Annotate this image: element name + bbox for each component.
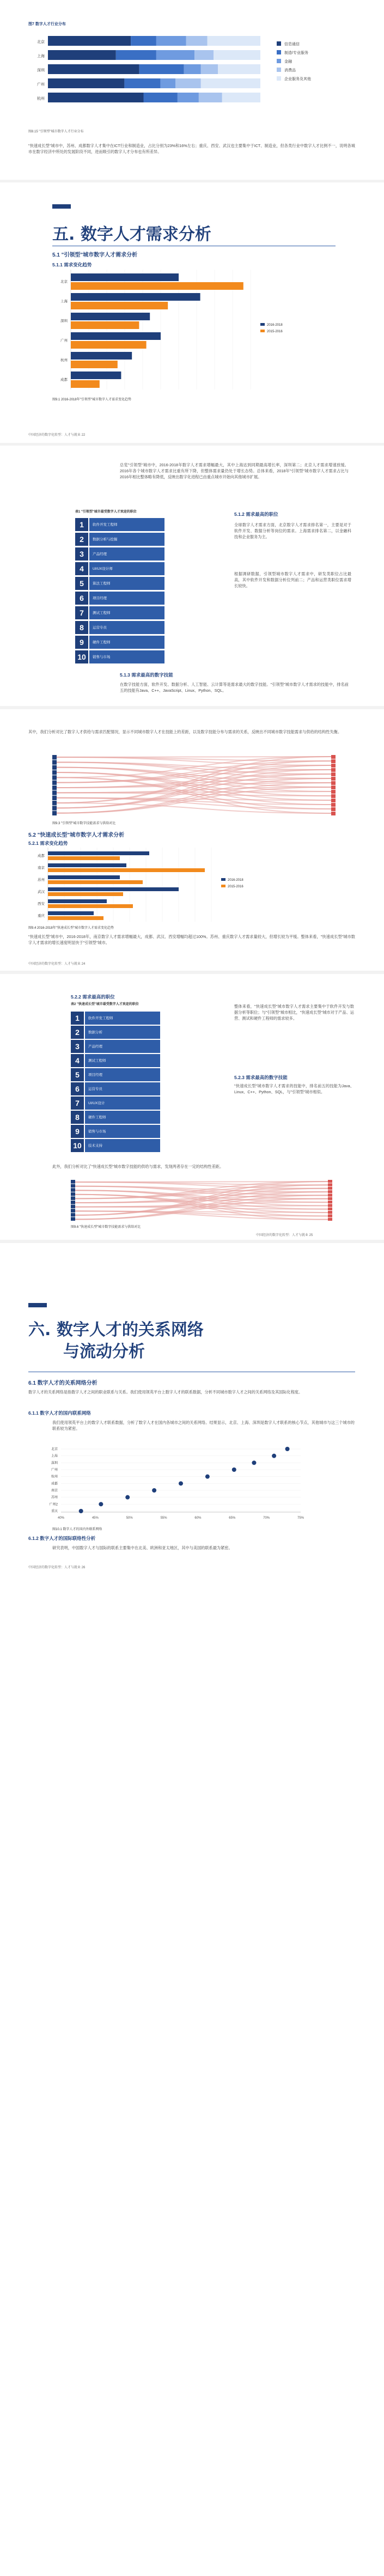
- list-item: [71, 1025, 160, 1039]
- tick-label: 50%: [126, 1517, 133, 1520]
- section-heading: 五. 数字人才需求分析: [52, 225, 211, 244]
- data-point: [152, 1488, 156, 1493]
- bar: [71, 372, 121, 379]
- list-item: [75, 532, 164, 546]
- job-ranking-list: [75, 517, 168, 670]
- figure-caption: 图8.15 "引领型"城市数字人才行业分布: [28, 130, 84, 133]
- flow-node: [71, 1209, 75, 1213]
- rank-label: 项目经理: [89, 592, 164, 605]
- flow-node: [331, 777, 336, 781]
- page-footer: 中国经济的数字化转型：人才与就业 25: [256, 1234, 313, 1237]
- legend-label: 2016-2018: [267, 324, 283, 327]
- flow-node: [328, 1211, 332, 1214]
- flow-node: [331, 768, 336, 772]
- flow-node: [331, 781, 336, 785]
- rank-label: 数据分析与挖掘: [89, 533, 164, 546]
- rank-number: 9: [75, 636, 88, 649]
- page-4: [0, 709, 384, 971]
- rank-label: 硬件工程师: [85, 1111, 160, 1124]
- tick-label: 40%: [57, 1517, 65, 1520]
- subsubsection-title: 6.1.1 数字人才的国内联系网络: [28, 1410, 91, 1416]
- bar: [48, 856, 120, 860]
- bar: [48, 868, 205, 872]
- data-point: [179, 1481, 183, 1485]
- bar-segment: [222, 93, 260, 102]
- flow-node: [331, 812, 336, 815]
- legend-swatch: [221, 885, 225, 887]
- flow-node: [52, 770, 57, 775]
- flow-node: [52, 796, 57, 800]
- category-label: 深圳: [60, 319, 68, 323]
- data-point: [205, 1475, 210, 1479]
- figure-caption: 图9.3 "引领型"城市数字技能需求与供给对比: [52, 822, 116, 825]
- bar-segment: [124, 78, 160, 88]
- legend-label: 企业服务及其他: [284, 77, 311, 81]
- rank-label: 算法工程师: [89, 577, 164, 590]
- list-item: [71, 1096, 160, 1110]
- section-accent-bar: [28, 1303, 47, 1307]
- rank-label: 销售与市场: [85, 1125, 160, 1138]
- rank-label: 数据分析: [85, 1026, 160, 1039]
- flow-node: [52, 781, 57, 785]
- job-ranking-list: [71, 1011, 163, 1158]
- flow-node: [328, 1190, 332, 1193]
- page-footer: 中国经济的数字化转型：人才与就业 24: [28, 963, 86, 966]
- page-section-6: [0, 1243, 384, 2576]
- legend-swatch: [277, 76, 281, 81]
- paragraph: 整体来看，"快速成长型"城市数字人才需求主要集中于软件开发与数据分析等职位；与"引领型"城市相比，"快速成长型"城市对于产品、运营、测试和硬件工程师的需求较多。: [234, 1004, 354, 1021]
- list-item: [75, 547, 164, 561]
- bar: [48, 887, 179, 891]
- flow-node: [331, 803, 336, 807]
- flow-node: [71, 1188, 75, 1192]
- list-item: [75, 606, 164, 619]
- bar: [71, 313, 150, 320]
- flow-node: [71, 1213, 75, 1217]
- legend-swatch: [277, 68, 281, 72]
- bar-segment: [184, 64, 201, 74]
- category-label: 杭州: [37, 97, 45, 101]
- category-label: 成都: [60, 378, 68, 382]
- figure-caption: 图9.1 2016-2018年"引领型"城市数字人才需求变化趋势: [52, 398, 131, 401]
- rank-label: UI/UX设计: [85, 1097, 160, 1110]
- bar: [48, 851, 149, 855]
- list-item: [75, 576, 164, 590]
- bar: [48, 911, 94, 915]
- paragraph: 其中，我们分析对比了数字人才供给与需求匹配情况，显示不同城市数字人才在技能上的差距，以及数字技能分布与需求的关系，反映出不同城市数字技能需求与供给的结构性失衡。: [28, 729, 342, 734]
- category-label: 苏州: [51, 1496, 58, 1500]
- bar: [48, 892, 123, 896]
- legend-swatch: [221, 878, 225, 881]
- demand-trend-chart: [24, 848, 296, 924]
- rank-number: 2: [75, 533, 88, 546]
- tick-label: 45%: [92, 1517, 99, 1520]
- bar-segment: [156, 50, 194, 60]
- flow-node: [331, 794, 336, 798]
- flow-node: [328, 1197, 332, 1200]
- figure-caption: 图9.4 2016-2018年"快速成长型"城市数字人才需求变化趋势: [28, 927, 114, 930]
- page-footer: 中国经济的数字化转型：人才与就业 26: [28, 1566, 86, 1569]
- flow-node: [328, 1204, 332, 1207]
- bar-segment: [48, 78, 124, 88]
- figure-title: 图7 数字人才行业分布: [28, 22, 66, 26]
- list-item: [75, 620, 164, 634]
- flow-node: [328, 1180, 332, 1183]
- page-5: [0, 974, 384, 1240]
- category-label: 深圳: [51, 1461, 58, 1465]
- list-item: [71, 1124, 160, 1138]
- rank-label: 项目经理: [85, 1068, 160, 1081]
- section-accent-bar: [52, 204, 71, 209]
- figure-caption: 图10.1 数字人才的国内外联系网络: [52, 1528, 102, 1531]
- rank-number: 8: [71, 1111, 84, 1124]
- category-label: 北京: [60, 280, 68, 284]
- legend-label: 金融: [284, 60, 292, 64]
- tick-label: 75%: [297, 1517, 304, 1520]
- bar: [71, 321, 139, 329]
- legend-label: 2015-2016: [228, 885, 243, 888]
- flow-node: [71, 1180, 75, 1184]
- paragraph: 在数字技能方面，软件开发、数据分析、人工智能、云计算等是需求最大的数字技能。"引领型"城市数字人才需求的技能中，排名前五的技能有Java、C++、JavaScript、Linux、Python、SQL。: [120, 682, 349, 693]
- legend-label: 2016-2018: [228, 879, 243, 882]
- flow-node: [52, 775, 57, 780]
- flow-node: [328, 1201, 332, 1203]
- category-label: 上海: [51, 1454, 58, 1458]
- skill-sankey-chart: [71, 1178, 332, 1223]
- connection-scatter-chart: [39, 1444, 322, 1525]
- legend-label: 2015-2016: [267, 330, 283, 333]
- bar-segment: [48, 64, 139, 74]
- rank-label: 测试工程师: [89, 606, 164, 619]
- bar-segment: [178, 93, 199, 102]
- list-title: 表1 "引领型"城市最受数字人才欢迎的职位: [75, 510, 137, 514]
- category-label: 上海: [37, 54, 45, 58]
- paragraph: 我们使用领英平台上的数字人才联系数据，分析了数字人才在国内各城市之间的关系网络。结果显示，北京、上海、深圳是数字人才联系的核心节点，其他城市与这三个城市的联系较为紧密。: [52, 1420, 355, 1431]
- subsubsection-title: 5.1.3 需求最高的数字技能: [120, 672, 173, 678]
- bar-segment: [116, 50, 156, 60]
- list-item: [71, 1039, 160, 1053]
- bar: [71, 302, 168, 309]
- page-footer: 中国经济的数字化转型：人才与就业 22: [28, 434, 86, 437]
- paragraph: 全球数字人才需求方面，北京数字人才需求排名第一，主要是对于软件开发、数据分析等岗位的需求。上海需求排名第二，以金融科技和企业服务为主。: [234, 522, 351, 539]
- category-label: 成都: [51, 1482, 58, 1486]
- subsubsection-title: 5.1.1 需求变化趋势: [52, 262, 92, 267]
- flow-node: [331, 807, 336, 811]
- rank-number: 10: [71, 1139, 84, 1152]
- category-label: 广州: [60, 339, 68, 343]
- flow-node: [71, 1184, 75, 1188]
- subsubsection-title: 5.2.3 需求最高的数字技能: [234, 1075, 288, 1080]
- rank-number: 3: [75, 547, 88, 561]
- category-label: 深圳: [37, 69, 45, 72]
- rank-label: 销售与市场: [89, 650, 164, 663]
- flow-node: [328, 1208, 332, 1210]
- flow-node: [71, 1217, 75, 1221]
- flow-node: [331, 799, 336, 802]
- bar: [48, 916, 103, 920]
- rank-label: 产品经理: [89, 547, 164, 561]
- bar-segment: [131, 36, 156, 46]
- rank-label: 软件开发工程师: [89, 518, 164, 531]
- bar-segment: [48, 50, 116, 60]
- list-item: [71, 1068, 160, 1081]
- paragraph: 总览"引领型"城市中，2016-2018年数字人才需求增幅最大，其中上海达到同期最高增长率，深圳第二；北京人才需求增速放缓。2016年各个城市数字人才需求比重有所下降，但整体需求量仍处于增长态势。总体来看，2018年"引领型"城市数字人才需求占比与2016年相比整体略有降低，反映出数字化进程已由重点城市开始向其他城市扩展。: [120, 462, 349, 479]
- page-section-5: [0, 182, 384, 443]
- list-title: 表2 "快速成长型"城市最受数字人才欢迎的职位: [71, 1003, 139, 1006]
- data-point: [285, 1447, 290, 1451]
- bar-segment: [156, 36, 186, 46]
- subsection-title: 5.1 "引领型"城市数字人才需求分析: [52, 252, 138, 258]
- rank-label: 技术支持: [85, 1139, 160, 1152]
- bar: [48, 899, 107, 903]
- bar-segment: [186, 36, 208, 46]
- rank-number: 4: [75, 562, 88, 575]
- rank-number: 4: [71, 1054, 84, 1067]
- legend-label: 制造/专业服务: [284, 51, 308, 55]
- bar: [71, 341, 147, 349]
- rank-number: 7: [71, 1097, 84, 1110]
- list-item: [75, 517, 164, 531]
- rank-label: 产品经理: [85, 1040, 160, 1053]
- bar-segment: [201, 78, 260, 88]
- data-point: [252, 1460, 256, 1465]
- intro-paragraph: "快速成长型"城市中，苏州、成都数字人才集中在ICT行业和制造业，占比分别为23%和16%左右；重庆、西安、武汉也主要集中于ICT、制造业，但各类行业中数字人才比例不一，说明各城市在数字经济中所处的发展阶段不同，进而吸引的数字人才分布也有所差异。: [28, 143, 355, 154]
- rank-number: 10: [75, 650, 88, 663]
- flow-node: [331, 785, 336, 789]
- legend-swatch: [277, 41, 281, 46]
- skill-sankey-chart: [52, 753, 336, 818]
- flow-node: [328, 1183, 332, 1186]
- subsubsection-title: 5.1.2 需求最高的职位: [234, 511, 278, 517]
- flow-node: [328, 1214, 332, 1217]
- category-label: 西安: [38, 902, 45, 906]
- list-item: [75, 591, 164, 605]
- flow-node: [52, 811, 57, 815]
- paragraph: "快速成长型"城市中，2016-2018年，南京数字人才需求增幅最大，成都、武汉、西安增幅均超过100%。苏州、重庆数字人才需求量较大，但增长较为平缓。整体来看，"快速成长型"城市数字人才需求的增长速度明显快于"引领型"城市。: [28, 934, 355, 945]
- bar: [71, 361, 118, 368]
- bar-segment: [48, 36, 131, 46]
- rank-label: 运营专员: [89, 621, 164, 634]
- tick-label: 60%: [194, 1517, 202, 1520]
- tick-label: 70%: [263, 1517, 270, 1520]
- section-heading: 六. 数字人才的关系网络 与流动分析: [28, 1320, 204, 1361]
- rank-number: 3: [71, 1040, 84, 1053]
- demand-trend-chart: [47, 270, 319, 395]
- figure-caption: 图9.6 "快速成长型"城市数字技能需求与供给对比: [71, 1226, 141, 1229]
- flow-node: [52, 765, 57, 770]
- data-point: [79, 1509, 83, 1513]
- rank-label: 运营专员: [85, 1082, 160, 1095]
- category-label: 广州: [37, 83, 45, 87]
- flow-node: [331, 764, 336, 768]
- category-label: 上海: [60, 300, 68, 303]
- flow-node: [52, 801, 57, 805]
- bar: [71, 332, 161, 340]
- bar-segment: [139, 64, 184, 74]
- flow-node: [52, 785, 57, 790]
- category-label: 北京: [51, 1448, 58, 1451]
- bar-segment: [161, 78, 175, 88]
- rank-number: 2: [71, 1026, 84, 1039]
- category-label: 成都: [38, 854, 45, 858]
- rank-label: 测试工程师: [85, 1054, 160, 1067]
- list-item: [71, 1053, 160, 1067]
- legend-swatch: [277, 59, 281, 63]
- bar-segment: [144, 93, 178, 102]
- flow-node: [52, 755, 57, 759]
- rank-number: 1: [75, 518, 88, 531]
- category-label: 广州: [51, 1469, 58, 1472]
- list-item: [75, 635, 164, 649]
- legend-swatch: [260, 323, 265, 326]
- data-point: [272, 1454, 276, 1458]
- bar: [71, 273, 179, 281]
- bar: [71, 293, 200, 301]
- flow-node: [328, 1193, 332, 1196]
- bar: [48, 904, 133, 908]
- legend-swatch: [260, 330, 265, 332]
- list-item: [71, 1138, 160, 1152]
- bar-segment: [48, 93, 144, 102]
- page-3: [0, 446, 384, 706]
- bar-segment: [214, 50, 260, 60]
- flow-node: [71, 1201, 75, 1204]
- flow-node: [331, 790, 336, 794]
- rank-number: 6: [75, 592, 88, 605]
- subsubsection-title: 5.2.2 需求最高的职位: [71, 994, 115, 1000]
- category-label: 南京: [38, 866, 45, 870]
- category-label: 杭州: [51, 1475, 58, 1479]
- flow-node: [331, 759, 336, 763]
- tick-label: 55%: [160, 1517, 167, 1520]
- rank-label: 硬件工程师: [89, 636, 164, 649]
- category-label: 苏州: [38, 878, 45, 882]
- legend-label: 消费品: [284, 69, 296, 72]
- list-item: [75, 650, 164, 663]
- data-point: [99, 1502, 103, 1506]
- category-label: 武汉: [38, 890, 45, 894]
- rank-number: 9: [71, 1125, 84, 1138]
- bar-segment: [201, 64, 218, 74]
- bar-segment: [208, 36, 261, 46]
- subsubsection-title: 6.1.2 数字人才的国际联络性分析: [28, 1536, 96, 1541]
- category-label: 杭州: [60, 358, 68, 362]
- list-item: [71, 1011, 160, 1025]
- list-item: [71, 1082, 160, 1095]
- list-item: [75, 562, 164, 575]
- page-1: [0, 0, 384, 180]
- rank-label: 软件开发工程师: [85, 1012, 160, 1025]
- category-label: 重庆: [38, 914, 45, 918]
- bar: [48, 875, 120, 879]
- data-point: [232, 1467, 236, 1472]
- bar-segment: [199, 93, 222, 102]
- bar-segment: [218, 64, 260, 74]
- list-item: [71, 1110, 160, 1124]
- bar: [48, 880, 143, 884]
- flow-node: [71, 1192, 75, 1196]
- rank-number: 5: [71, 1068, 84, 1081]
- bar: [71, 352, 132, 360]
- bar-segment: [175, 78, 201, 88]
- paragraph: "快速成长型"城市数字人才需求的技能中，排名前五的技能为Java、Linux、C++、Python、SQL，与"引领型"城市相似。: [234, 1083, 354, 1094]
- flow-node: [52, 760, 57, 764]
- subsection-title: 5.2 "快速成长型"城市数字人才需求分析: [28, 832, 125, 838]
- bar: [48, 863, 126, 867]
- rank-label: UI/UX设计师: [89, 562, 164, 575]
- legend-label: 信息通信: [284, 42, 300, 46]
- stacked-bar-chart: [26, 31, 358, 123]
- flow-node: [52, 806, 57, 810]
- bar: [71, 282, 243, 290]
- flow-node: [328, 1187, 332, 1190]
- paragraph: 根据调研数据，引领型城市数字人才需求中，研发类职位占比最高，其中软件开发和数据分析位列前二；产品和运营类职位需求增长较快。: [234, 571, 351, 588]
- flow-node: [71, 1205, 75, 1209]
- category-label: 广州2: [49, 1503, 58, 1507]
- paragraph: 此外，我们分析对比了"快速成长型"城市数字技能的供给与需求，发现两者存在一定的结构性差距。: [52, 1164, 224, 1169]
- category-label: 南京: [51, 1489, 58, 1493]
- flow-node: [328, 1218, 332, 1221]
- flow-node: [331, 772, 336, 776]
- rank-number: 8: [75, 621, 88, 634]
- rank-number: 5: [75, 577, 88, 590]
- flow-node: [71, 1196, 75, 1200]
- tick-label: 65%: [229, 1517, 236, 1520]
- bar: [71, 380, 100, 388]
- rank-number: 6: [71, 1082, 84, 1095]
- data-point: [125, 1495, 130, 1500]
- flow-node: [52, 790, 57, 795]
- bar-segment: [194, 50, 214, 60]
- category-label: 北京: [37, 40, 45, 44]
- flow-node: [331, 755, 336, 759]
- paragraph: 数字人才的关系网络是指数字人才之间的职业联系与关系。我们使用领英平台上数字人才的联系数据，分析不同城市数字人才之间的关系网络及其国际化程度。: [28, 1390, 303, 1394]
- paragraph: 研究表明，中国数字人才与国际的联系主要集中在北美、欧洲和亚太地区，其中与美国的联系最为紧密。: [52, 1545, 233, 1550]
- subsubsection-title: 5.2.1 需求变化趋势: [28, 841, 68, 846]
- subsection-title: 6.1 数字人才的关系网络分析: [28, 1380, 97, 1386]
- category-label: 重庆: [51, 1510, 58, 1513]
- rank-number: 1: [71, 1012, 84, 1025]
- rank-number: 7: [75, 606, 88, 619]
- legend-swatch: [277, 50, 281, 54]
